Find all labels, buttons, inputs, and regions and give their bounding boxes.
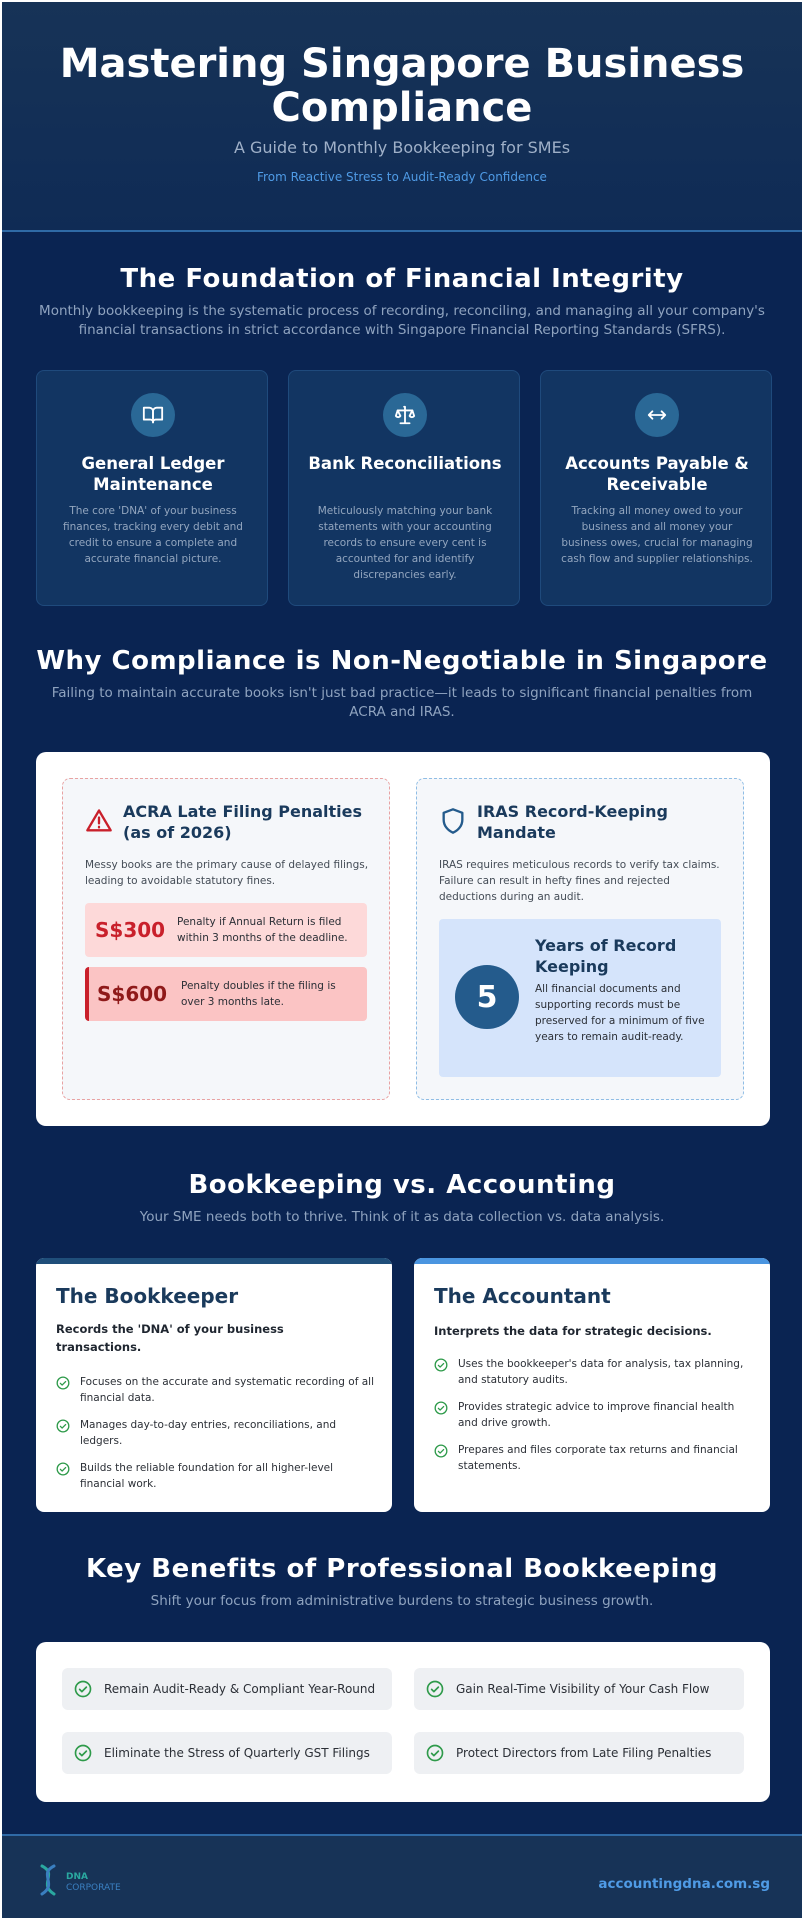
- card-title: Accounts Payable & Receivable: [565, 454, 749, 494]
- iras-box: [416, 778, 744, 1100]
- benefits-title: Key Benefits of Professional Bookkeeping: [85, 1554, 719, 1584]
- arrows-icon: [635, 393, 679, 437]
- benefit-text: Eliminate the Stress of Quarterly GST Filings: [104, 1746, 370, 1760]
- check-circle-icon: [56, 1376, 70, 1390]
- card-bank-reconciliations: [288, 370, 520, 606]
- scale-icon: [383, 393, 427, 437]
- list-item: Prepares and files corporate tax returns and financial statements.: [434, 1442, 754, 1474]
- accountant-lead: Interprets the data for strategic decisions.: [434, 1324, 712, 1338]
- svg-text:CORPORATE: CORPORATE: [66, 1883, 121, 1893]
- iras-intro: IRAS requires meticulous records to verify tax claims. Failure can result in hefty fines and rejected deductions during an audit.: [439, 859, 720, 903]
- benefit-item: [62, 1732, 392, 1774]
- acra-title: ACRA Late Filing Penalties (as of 2026): [123, 802, 363, 842]
- page-tagline: From Reactive Stress to Audit-Ready Confidence: [257, 170, 547, 184]
- card-text: The core 'DNA' of your business finances, tracking every debit and credit to ensure a complete and accurate financial picture.: [63, 505, 243, 565]
- website-link[interactable]: accountingdna.com.sg: [598, 1876, 770, 1892]
- check-circle-icon: [434, 1358, 448, 1372]
- comparison-description: Your SME needs both to thrive. Think of it as data collection vs. data analysis.: [139, 1209, 665, 1225]
- penalty-300: [85, 903, 367, 957]
- accountant-title: The Accountant: [434, 1284, 611, 1308]
- footer: [2, 1834, 802, 1918]
- benefit-text: Remain Audit-Ready & Compliant Year-Round: [104, 1682, 376, 1696]
- benefit-item: [62, 1668, 392, 1710]
- acra-box: [62, 778, 390, 1100]
- accountant-list: [434, 1356, 754, 1485]
- compliance-title: Why Compliance is Non-Negotiable in Singapore: [36, 646, 768, 676]
- bookkeeper-title: The Bookkeeper: [56, 1284, 239, 1308]
- penalty-text: Penalty if Annual Return is filed within 3 months of the deadline.: [177, 916, 348, 944]
- card-accent-bar: [36, 1258, 392, 1264]
- svg-text:DNA: DNA: [66, 1872, 88, 1882]
- list-item: Uses the bookkeeper's data for analysis, tax planning, and statutory audits.: [434, 1356, 754, 1388]
- benefit-text: Protect Directors from Late Filing Penalties: [456, 1746, 712, 1760]
- card-text: Meticulously matching your bank statements with your accounting records to ensure every cent is accounted for and identify discrepancies early.: [317, 505, 493, 581]
- card-title: General Ledger Maintenance: [81, 454, 225, 494]
- years-title: Years of Record Keeping: [535, 936, 677, 976]
- list-item: Focuses on the accurate and systematic recording of all financial data.: [56, 1374, 376, 1406]
- compliance-description: Failing to maintain accurate books isn't just bad practice—it leads to significant financial penalties from ACRA and IRAS.: [51, 685, 753, 720]
- benefit-text: Gain Real-Time Visibility of Your Cash Flow: [456, 1682, 710, 1696]
- bookkeeper-list: [56, 1374, 376, 1503]
- check-circle-icon: [434, 1401, 448, 1415]
- penalty-amount: S$300: [95, 918, 166, 942]
- book-icon: [131, 393, 175, 437]
- acra-intro: Messy books are the primary cause of delayed filings, leading to avoidable statutory fines.: [85, 859, 369, 887]
- check-circle-icon: [74, 1744, 92, 1762]
- card-accent-bar: [414, 1258, 770, 1264]
- benefit-item: [414, 1668, 744, 1710]
- bookkeeper-card: [36, 1258, 392, 1512]
- iras-title: IRAS Record-Keeping Mandate: [477, 802, 668, 842]
- penalty-amount: S$600: [97, 982, 168, 1006]
- record-keeping-box: [439, 919, 721, 1077]
- page-title: Mastering Singapore Business Compliance: [59, 41, 745, 131]
- dna-corporate-logo: [36, 1860, 156, 1900]
- list-item: Provides strategic advice to improve financial health and drive growth.: [434, 1399, 754, 1431]
- card-general-ledger: [36, 370, 268, 606]
- header: [2, 2, 802, 232]
- bookkeeper-lead: Records the 'DNA' of your business transactions.: [56, 1322, 284, 1354]
- check-circle-icon: [434, 1444, 448, 1458]
- check-circle-icon: [74, 1680, 92, 1698]
- check-circle-icon: [56, 1462, 70, 1476]
- comparison-title: Bookkeeping vs. Accounting: [188, 1170, 616, 1200]
- penalty-text: Penalty doubles if the filing is over 3 months late.: [181, 980, 336, 1008]
- infographic: [2, 2, 802, 1918]
- check-circle-icon: [56, 1419, 70, 1433]
- benefit-item: [414, 1732, 744, 1774]
- page-subtitle: A Guide to Monthly Bookkeeping for SMEs: [233, 138, 571, 157]
- card-text: Tracking all money owed to your business and all money your business owes, crucial for managing cash flow and supplier relationships.: [561, 505, 753, 565]
- check-circle-icon: [426, 1744, 444, 1762]
- check-circle-icon: [426, 1680, 444, 1698]
- card-title: Bank Reconciliations: [308, 454, 502, 473]
- penalty-600: [85, 967, 367, 1021]
- accountant-card: [414, 1258, 770, 1512]
- years-number: 5: [455, 965, 519, 1029]
- list-item: Builds the reliable foundation for all higher-level financial work.: [56, 1460, 376, 1492]
- shield-icon: [439, 807, 467, 835]
- list-item: Manages day-to-day entries, reconciliations, and ledgers.: [56, 1417, 376, 1449]
- years-text: All financial documents and supporting records must be preserved for a minimum of five years to remain audit-ready.: [535, 983, 705, 1043]
- foundation-title: The Foundation of Financial Integrity: [120, 264, 684, 294]
- foundation-description: Monthly bookkeeping is the systematic process of recording, reconciling, and managing all your company's financial transactions in strict accordance with Singapore Financial Reporting Standards (SFRS).: [39, 303, 765, 338]
- card-accounts-payable-receivable: [540, 370, 772, 606]
- warning-icon: [85, 807, 113, 835]
- benefits-description: Shift your focus from administrative burdens to strategic business growth.: [150, 1593, 654, 1609]
- benefits-panel: [36, 1642, 770, 1802]
- compliance-panel: [36, 752, 770, 1126]
